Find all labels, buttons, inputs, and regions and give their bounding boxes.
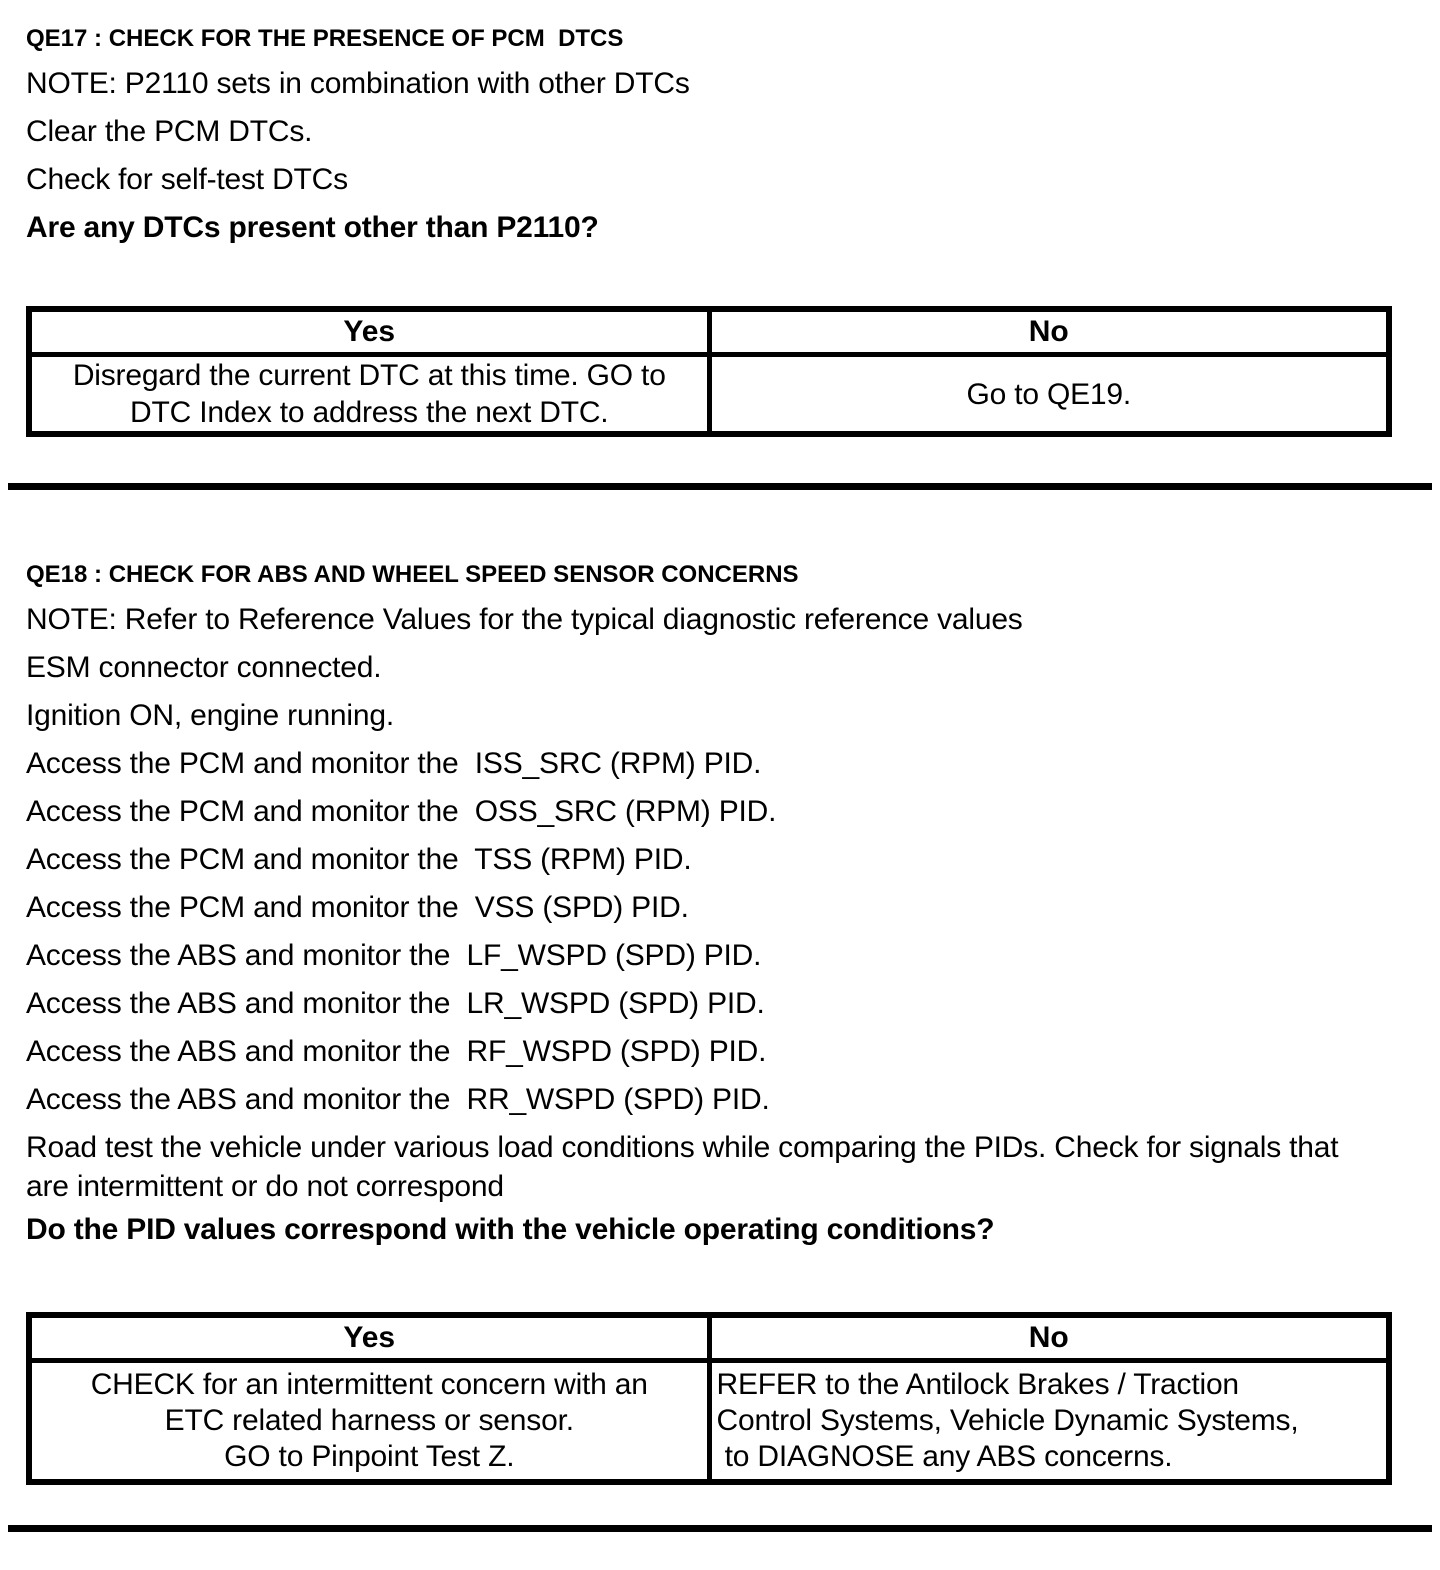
qe18-step-line: Access the ABS and monitor the RR_WSPD (SPD) PID.: [26, 1083, 770, 1116]
qe18-step-line: Access the ABS and monitor the LR_WSPD (SPD) PID.: [26, 987, 765, 1020]
qe18-question: Do the PID values correspond with the vehicle operating conditions?: [26, 1213, 995, 1246]
no-answer-line: REFER to the Antilock Brakes / Traction: [716, 1368, 1239, 1401]
qe18-decision-table: [26, 1312, 1392, 1485]
yes-answer-cell: [29, 1361, 709, 1483]
no-answer-line: Control Systems, Vehicle Dynamic Systems,: [716, 1404, 1299, 1437]
yes-answer-line: DTC Index to address the next DTC.: [130, 396, 609, 429]
qe18-step-line: Access the ABS and monitor the LF_WSPD (SPD) PID.: [26, 939, 762, 972]
table-row: [29, 355, 1389, 435]
qe17-question: Are any DTCs present other than P2110?: [26, 211, 599, 244]
qe17-decision-table: [26, 306, 1392, 437]
yes-answer-line: CHECK for an intermittent concern with an: [90, 1368, 648, 1401]
qe18-step-line: Access the PCM and monitor the ISS_SRC (RPM) PID.: [26, 747, 762, 780]
no-column-header: No: [709, 1315, 1389, 1361]
table-header-row: [29, 1315, 1389, 1361]
qe18-step-line: Access the ABS and monitor the RF_WSPD (SPD) PID.: [26, 1035, 767, 1068]
yes-answer-cell: [29, 355, 709, 435]
yes-answer-line: GO to Pinpoint Test Z.: [224, 1440, 515, 1473]
qe17-note: NOTE: P2110 sets in combination with other DTCs: [26, 67, 690, 100]
yes-column-header: Yes: [29, 1315, 709, 1361]
qe17-step-line: Check for self-test DTCs: [26, 163, 348, 196]
section-qe17: [26, 24, 1394, 437]
qe18-road-test-paragraph: Road test the vehicle under various load conditions while comparing the PIDs. Check for signals that are intermittent or do not correspond: [26, 1131, 1339, 1203]
qe17-step-line: Clear the PCM DTCs.: [26, 115, 313, 148]
qe18-step-line: Access the PCM and monitor the OSS_SRC (RPM) PID.: [26, 795, 777, 828]
no-answer-line: to DIAGNOSE any ABS concerns.: [716, 1440, 1173, 1473]
qe18-step-line: Ignition ON, engine running.: [26, 699, 394, 732]
yes-column-header: Yes: [29, 309, 709, 355]
section-qe18: [26, 560, 1394, 1485]
table-row: [29, 1361, 1389, 1483]
table-header-row: [29, 309, 1389, 355]
qe18-step-line: ESM connector connected.: [26, 651, 382, 684]
qe18-heading: QE18 : CHECK FOR ABS AND WHEEL SPEED SENSOR CONCERNS: [26, 561, 799, 588]
qe18-note: NOTE: Refer to Reference Values for the typical diagnostic reference values: [26, 603, 1023, 636]
no-answer-cell: [709, 1361, 1389, 1483]
no-column-header: No: [709, 309, 1389, 355]
qe18-step-line: Access the PCM and monitor the TSS (RPM) PID.: [26, 843, 692, 876]
qe18-step-line: Access the PCM and monitor the VSS (SPD) PID.: [26, 891, 689, 924]
yes-answer-line: ETC related harness or sensor.: [164, 1404, 574, 1437]
no-answer-cell: [709, 355, 1389, 435]
yes-answer-line: Disregard the current DTC at this time. GO to: [72, 359, 666, 392]
no-answer-line: Go to QE19.: [966, 377, 1132, 411]
section-divider: [8, 483, 1432, 490]
page-bottom-divider: [8, 1525, 1432, 1532]
qe17-heading: QE17 : CHECK FOR THE PRESENCE OF PCM DTCS: [26, 25, 624, 52]
